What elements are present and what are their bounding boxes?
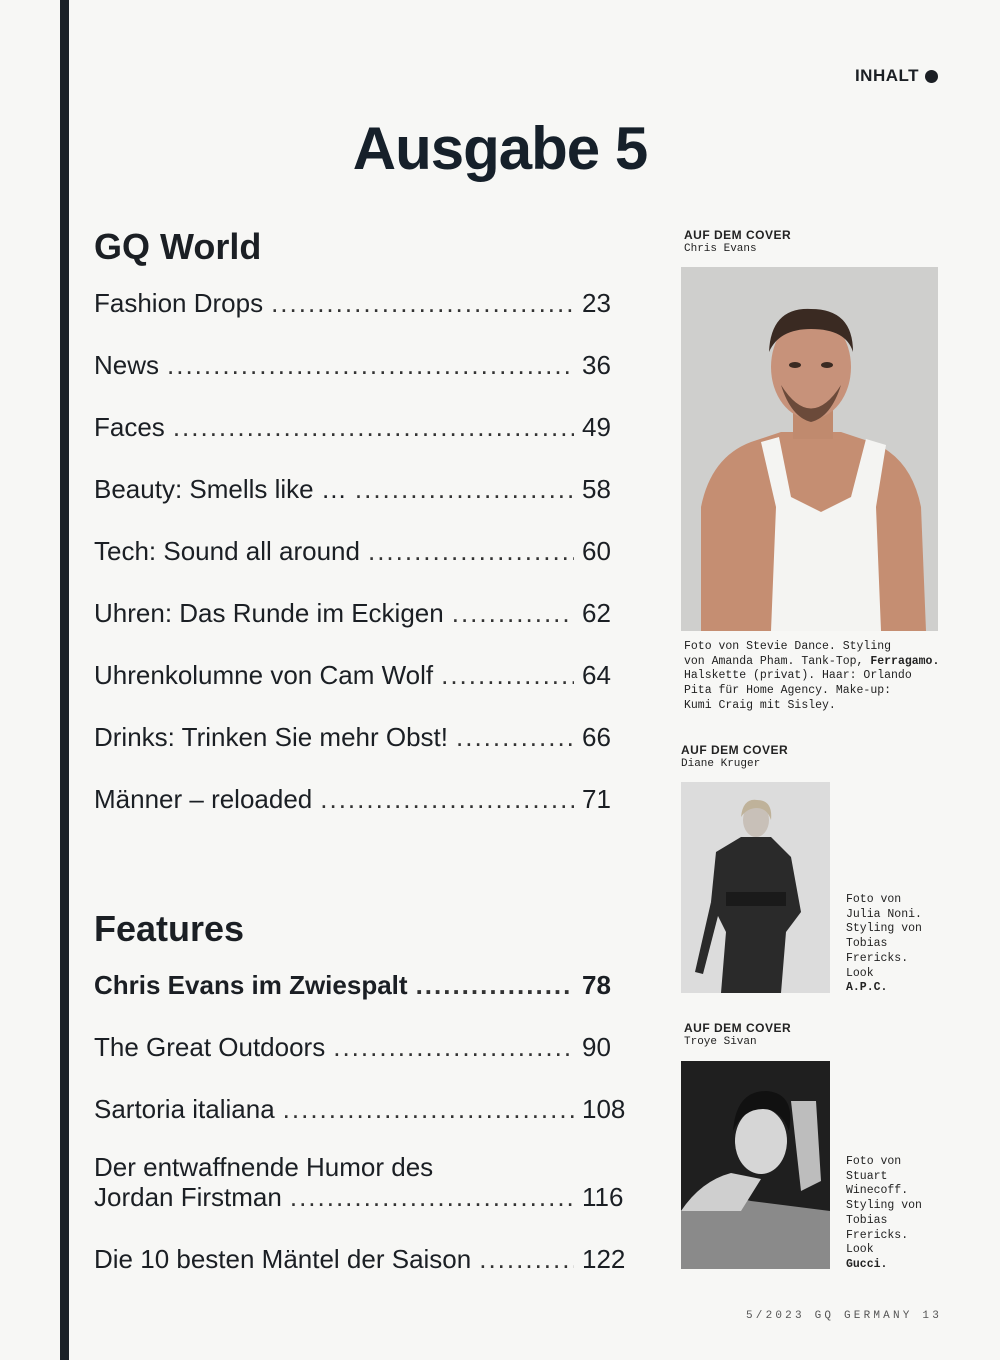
toc-entry-label: The Great Outdoors — [94, 1032, 326, 1062]
toc-entry-featured[interactable] — [94, 970, 634, 1000]
caption-line — [846, 981, 956, 996]
toc-entry[interactable] — [94, 1182, 634, 1212]
cover-caption-2 — [846, 893, 956, 996]
section-heading-gq-world: GQ World — [94, 226, 262, 267]
caption-line: Foto von — [846, 893, 902, 906]
cover-person-name: Diane Kruger — [681, 758, 761, 770]
page-title: Ausgabe 5 — [352, 115, 648, 182]
caption-line: Foto von Stevie Dance. Styling — [684, 640, 892, 653]
toc-entry-label: Chris Evans im Zwiespalt — [94, 970, 408, 1000]
toc-entry[interactable] — [94, 660, 634, 690]
leader-dots — [283, 1094, 574, 1124]
page-spine-bar — [60, 0, 69, 1360]
toc-entry-label: Tech: Sound all around — [94, 536, 360, 566]
toc-entry-label: Sartoria italiana — [94, 1094, 275, 1124]
cover-tag-label: AUF DEM COVER — [684, 1021, 792, 1035]
leader-dots — [320, 784, 574, 814]
toc-entry-label: Uhrenkolumne von Cam Wolf — [94, 660, 434, 690]
toc-entry[interactable] — [94, 1032, 634, 1062]
toc-entry[interactable] — [94, 1244, 634, 1274]
cover-tag-3 — [684, 1021, 791, 1049]
caption-brand: A.P.C. — [846, 981, 888, 995]
leader-dots — [479, 1244, 574, 1274]
toc-entry[interactable] — [94, 598, 634, 628]
caption-line: Julia Noni. — [846, 907, 922, 921]
leader-dots — [290, 1182, 574, 1212]
toc-entry[interactable] — [94, 722, 634, 752]
toc-entry-page: 23 — [582, 288, 611, 318]
toc-entry-page: 78 — [582, 970, 611, 1000]
caption-line: Look — [846, 966, 874, 980]
toc-entry[interactable] — [94, 474, 634, 504]
cover-photo-troye-sivan — [681, 1061, 830, 1269]
page-footer: 5/2023 GQ GERMANY 13 — [745, 1310, 942, 1322]
toc-entry-page: 62 — [582, 598, 611, 628]
caption-brand: Gucci. — [846, 1257, 888, 1271]
toc-entry[interactable] — [94, 412, 634, 442]
toc-entry-label: Die 10 besten Mäntel der Saison — [94, 1244, 472, 1274]
toc-entry-page: 71 — [582, 784, 611, 814]
toc-entry-page: 58 — [582, 474, 611, 504]
caption-line: Look — [846, 1243, 874, 1257]
cover-tag-2 — [681, 743, 788, 771]
toc-entry[interactable] — [94, 536, 634, 566]
cover-photo-chris-evans — [681, 267, 938, 631]
cover-tag-label: AUF DEM COVER — [681, 743, 789, 757]
bullet-dot-icon — [925, 70, 938, 83]
caption-line: Frericks. — [846, 951, 909, 965]
caption-line: Pita für Home Agency. Make-up: — [684, 684, 892, 698]
toc-entry-label: Männer – reloaded — [94, 784, 313, 814]
toc-entry-label: Drinks: Trinken Sie mehr Obst! — [94, 722, 448, 752]
toc-entry-page: 60 — [582, 536, 611, 566]
leader-dots — [355, 474, 574, 504]
toc-entry[interactable] — [94, 784, 634, 814]
caption-line: Stuart — [846, 1169, 888, 1183]
caption-line: Kumi Craig mit Sisley. — [684, 698, 836, 712]
cover-tag-label: AUF DEM COVER — [684, 228, 792, 242]
toc-entry-label-line2: Jordan Firstman — [94, 1182, 282, 1212]
leader-dots — [167, 350, 574, 380]
leader-dots — [368, 536, 574, 566]
toc-entry[interactable] — [94, 288, 634, 318]
caption-line — [846, 1258, 956, 1273]
leader-dots — [456, 722, 574, 752]
toc-entry-page: 108 — [582, 1094, 626, 1124]
toc-entry[interactable] — [94, 350, 634, 380]
caption-text: von Amanda Pham. Tank-Top, — [684, 654, 871, 668]
caption-line: Tobias — [846, 937, 888, 951]
leader-dots — [333, 1032, 574, 1062]
toc-entry-page: 116 — [582, 1182, 624, 1212]
toc-entry-page: 90 — [582, 1032, 611, 1062]
leader-dots — [416, 970, 574, 1000]
caption-line: Frericks. — [846, 1228, 909, 1242]
caption-brand: Ferragamo. — [870, 654, 940, 668]
toc-entry-page: 122 — [582, 1244, 626, 1274]
caption-line: Halskette (privat). Haar: Orlando — [684, 669, 912, 683]
cover-person-name: Troye Sivan — [684, 1036, 757, 1048]
toc-entry-page: 49 — [582, 412, 611, 442]
caption-line: Winecoff. — [846, 1184, 909, 1198]
leader-dots — [173, 412, 574, 442]
caption-line: Styling von — [846, 922, 922, 936]
cover-photo-diane-kruger — [681, 782, 830, 993]
leader-dots — [452, 598, 574, 628]
cover-person-name: Chris Evans — [684, 243, 757, 255]
cover-caption-3 — [846, 1155, 956, 1273]
toc-entry-line1[interactable] — [94, 1152, 634, 1182]
caption-line: Tobias — [846, 1213, 888, 1227]
cover-tag-1 — [684, 228, 791, 256]
section-tag — [855, 66, 938, 86]
leader-dots — [271, 288, 574, 318]
toc-entry-page: 64 — [582, 660, 611, 690]
toc-entry[interactable] — [94, 1094, 634, 1124]
toc-entry-label: Faces — [94, 412, 165, 442]
toc-entry-page: 66 — [582, 722, 611, 752]
section-label: INHALT — [854, 66, 919, 85]
caption-line: Foto von — [846, 1155, 902, 1168]
toc-entry-label: Beauty: Smells like … — [94, 474, 347, 504]
section-heading-features: Features — [94, 908, 245, 949]
leader-dots — [441, 660, 574, 690]
cover-caption-1 — [684, 640, 940, 714]
toc-entry-label: Uhren: Das Runde im Eckigen — [94, 598, 444, 628]
caption-line — [684, 655, 940, 670]
toc-entry-page: 36 — [582, 350, 611, 380]
toc-entry-label: News — [94, 350, 160, 380]
toc-entry-label-line1: Der entwaffnende Humor des — [94, 1152, 434, 1182]
caption-line: Styling von — [846, 1199, 922, 1213]
toc-entry-label: Fashion Drops — [94, 288, 264, 318]
